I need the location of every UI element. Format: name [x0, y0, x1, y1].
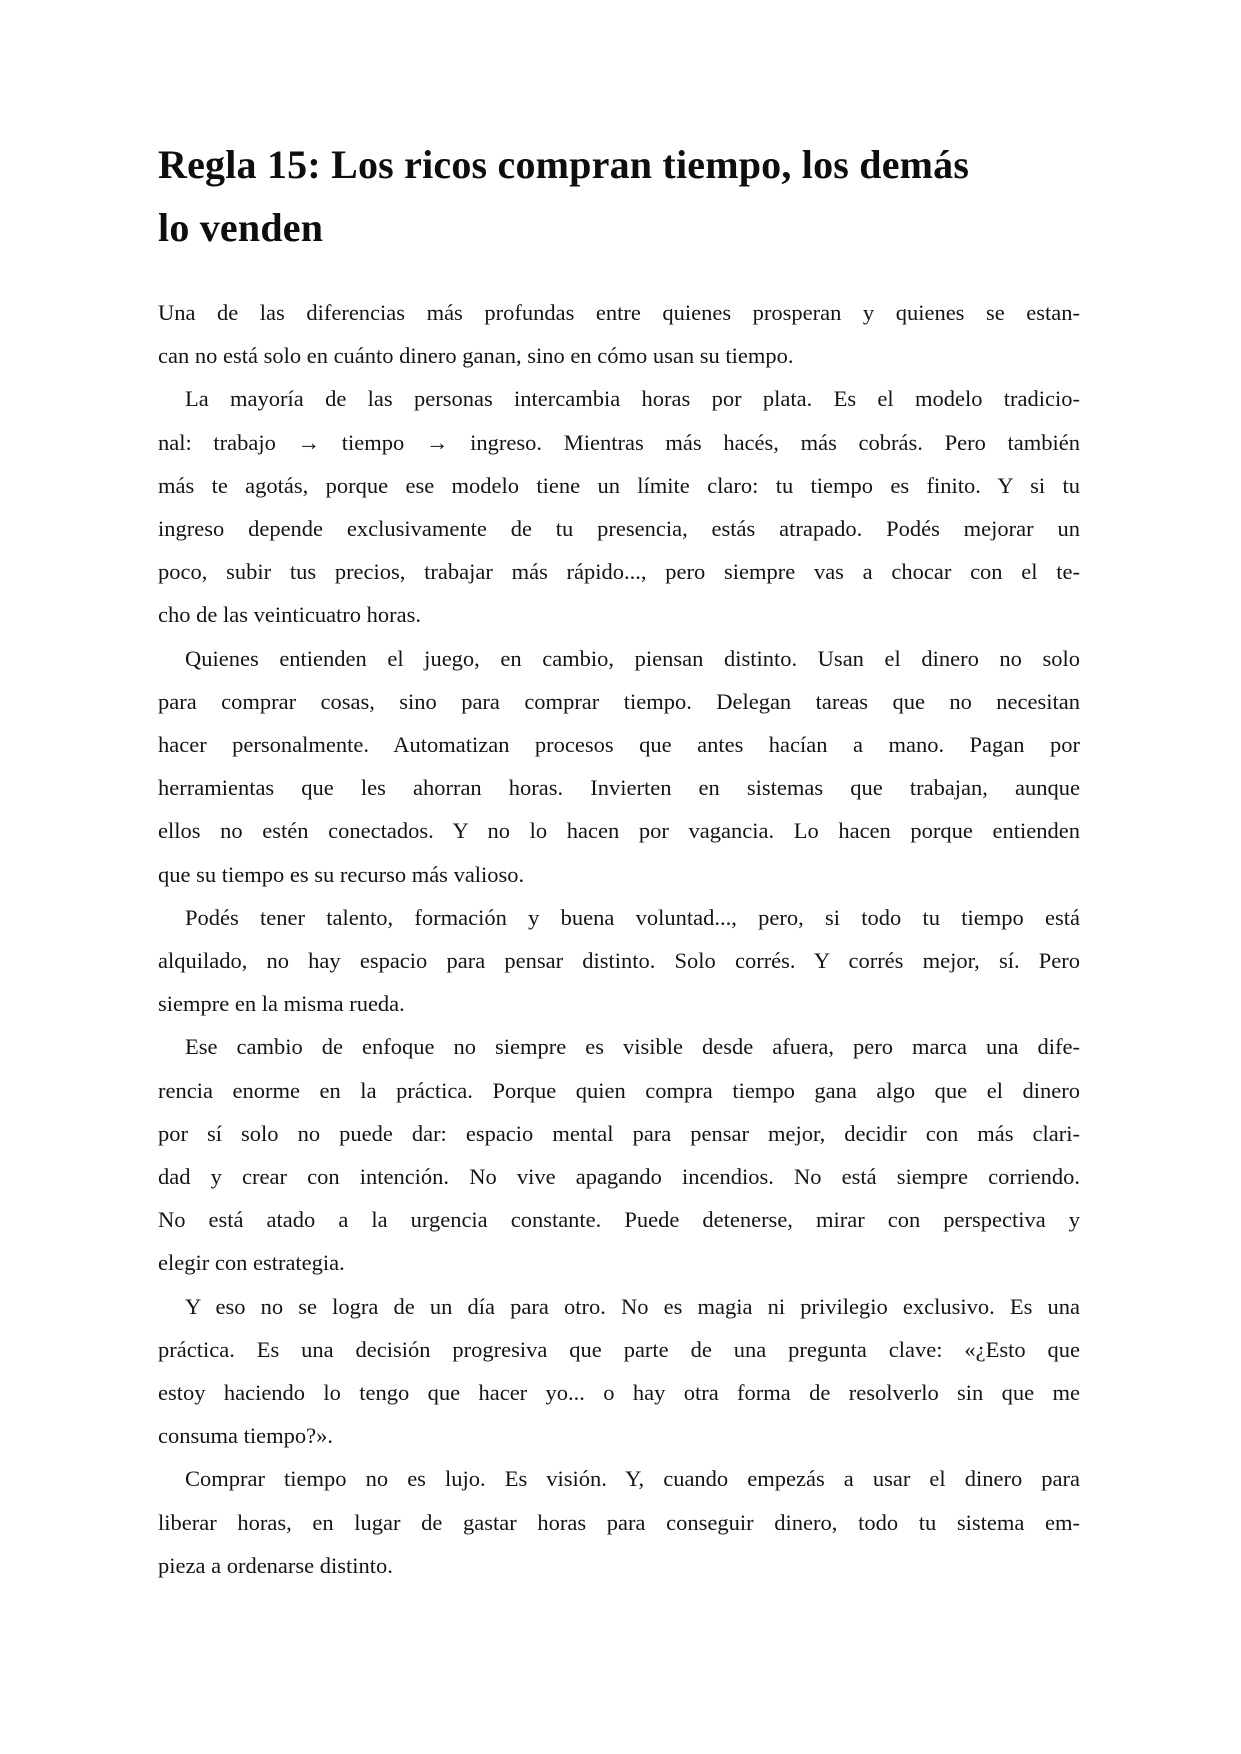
body-text: [158, 291, 1080, 1587]
paragraph-7-line-1: Comprar tiempo no es lujo. Es visión. Y, cuando empezás a usar el dinero para: [185, 1466, 1080, 1492]
paragraph-2-line-4: ingreso depende exclusivamente de tu presencia, estás atrapado. Podés mejorar un: [158, 516, 1080, 542]
paragraph-1-line-2: can no está solo en cuánto dinero ganan, sino en cómo usan su tiempo.: [158, 343, 794, 369]
paragraph-6-line-4: consuma tiempo?».: [158, 1423, 333, 1449]
paragraph-3-line-1: Quienes entienden el juego, en cambio, piensan distinto. Usan el dinero no solo: [185, 645, 1080, 671]
paragraph-3-line-6: que su tiempo es su recurso más valioso.: [158, 861, 525, 887]
paragraph-3-line-2: para comprar cosas, sino para comprar tiempo. Delegan tareas que no necesitan: [158, 688, 1080, 714]
paragraph-1-line-1: Una de las diferencias más profundas entre quienes prosperan y quienes se estan-: [158, 300, 1080, 325]
paragraph-5-line-5: No está atado a la urgencia constante. Puede detenerse, mirar con perspectiva y: [158, 1207, 1080, 1233]
paragraph-3-line-5: ellos no estén conectados. Y no lo hacen por vagancia. Lo hacen porque entienden: [158, 818, 1080, 844]
paragraph-6-line-2: práctica. Es una decisión progresiva que parte de una pregunta clave: «¿Esto que: [158, 1336, 1080, 1362]
paragraph-2-line-3: más te agotás, porque ese modelo tiene un límite claro: tu tiempo es finito. Y si tu: [158, 472, 1080, 498]
paragraph-5-line-3: por sí solo no puede dar: espacio mental para pensar mejor, decidir con más clari-: [158, 1120, 1080, 1146]
chapter-title-line-1: Regla 15: Los ricos compran tiempo, los demás: [158, 142, 970, 187]
paragraph-6-line-1: Y eso no se logra de un día para otro. No es magia ni privilegio exclusivo. Es una: [185, 1293, 1080, 1319]
paragraph-2-line-1: La mayoría de las personas intercambia horas por plata. Es el modelo tradicio-: [185, 386, 1080, 412]
paragraph-2-line-2: nal: trabajo → tiempo → ingreso. Mientras más hacés, más cobrás. Pero también: [158, 429, 1080, 455]
paragraph-2-line-6: cho de las veinticuatro horas.: [158, 602, 422, 628]
paragraph-4-line-1: Podés tener talento, formación y buena voluntad..., pero, si todo tu tiempo está: [185, 904, 1080, 930]
paragraph-5-line-6: elegir con estrategia.: [158, 1250, 345, 1276]
paragraph-4-line-3: siempre en la misma rueda.: [158, 991, 405, 1017]
paragraph-5-line-1: Ese cambio de enfoque no siempre es visible desde afuera, pero marca una dife-: [185, 1034, 1080, 1060]
chapter-title: [158, 133, 1082, 259]
paragraph-4-line-2: alquilado, no hay espacio para pensar distinto. Solo corrés. Y corrés mejor, sí. Pero: [158, 948, 1080, 974]
paragraph-6-line-3: estoy haciendo lo tengo que hacer yo... o hay otra forma de resolverlo sin que me: [158, 1380, 1080, 1406]
paragraph-3-line-3: hacer personalmente. Automatizan procesos que antes hacían a mano. Pagan por: [158, 732, 1080, 758]
paragraph-5-line-2: rencia enorme en la práctica. Porque quien compra tiempo gana algo que el dinero: [158, 1077, 1080, 1103]
paragraph-7-line-3: pieza a ordenarse distinto.: [158, 1552, 393, 1578]
paragraph-5-line-4: dad y crear con intención. No vive apagando incendios. No está siempre corriendo.: [158, 1164, 1080, 1190]
paragraph-2-line-5: poco, subir tus precios, trabajar más rápido..., pero siempre vas a chocar con el te-: [158, 559, 1080, 585]
paragraph-3-line-4: herramientas que les ahorran horas. Invierten en sistemas que trabajan, aunque: [158, 775, 1080, 801]
chapter-title-line-2: lo venden: [158, 205, 324, 250]
paragraph-7-line-2: liberar horas, en lugar de gastar horas para conseguir dinero, todo tu sistema em-: [158, 1509, 1080, 1535]
